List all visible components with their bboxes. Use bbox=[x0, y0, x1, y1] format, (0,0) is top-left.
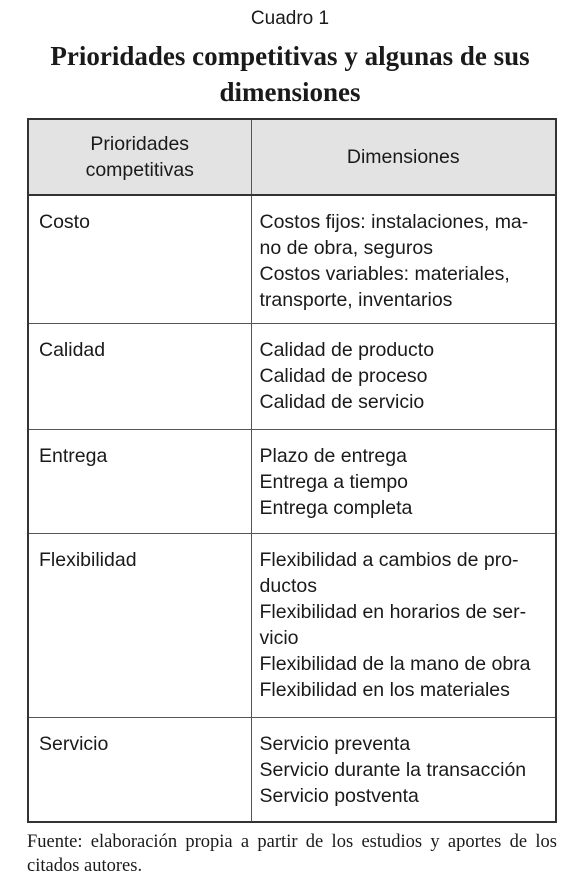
dimension-item: Entrega completa bbox=[259, 497, 413, 519]
source-note: Fuente: elaboración propia a partir de los estudios y aportes de los citados autores. bbox=[27, 832, 557, 876]
table-row bbox=[28, 430, 556, 534]
dimensions-cell bbox=[251, 718, 556, 823]
priority-cell: Calidad bbox=[28, 324, 251, 430]
dimension-item: Flexibilidad en horarios de ser- vicio bbox=[259, 601, 527, 649]
dimension-item: Plazo de entrega bbox=[259, 445, 407, 467]
column-header-priorities: Prioridades competitivas bbox=[28, 119, 251, 195]
dimension-item: Calidad de servicio bbox=[259, 391, 425, 413]
dimension-item: Servicio durante la transacción bbox=[259, 759, 527, 781]
dimension-item: Calidad de producto bbox=[259, 339, 435, 361]
dimension-item: Servicio postventa bbox=[259, 785, 419, 807]
dimensions-cell bbox=[251, 195, 556, 324]
dimensions-cell bbox=[251, 324, 556, 430]
dimension-item: Costos fijos: instalaciones, ma- no de obra, seguros bbox=[259, 211, 529, 259]
dimension-item: Flexibilidad en los materiales bbox=[259, 679, 510, 701]
table-title: Prioridades competitivas y algunas de sus dimensiones bbox=[50, 41, 530, 107]
competitive-priorities-table bbox=[27, 118, 557, 823]
table-row bbox=[28, 718, 556, 823]
priority-cell: Servicio bbox=[28, 718, 251, 823]
table-row bbox=[28, 195, 556, 324]
dimension-item: Calidad de proceso bbox=[259, 365, 428, 387]
column-header-dimensions: Dimensiones bbox=[251, 119, 556, 195]
table-row bbox=[28, 534, 556, 718]
table-row bbox=[28, 324, 556, 430]
dimension-item: Servicio preventa bbox=[259, 733, 411, 755]
dimension-item: Entrega a tiempo bbox=[259, 471, 409, 493]
table-header-row bbox=[28, 119, 556, 195]
priority-cell: Entrega bbox=[28, 430, 251, 534]
dimension-item: Flexibilidad de la mano de obra bbox=[259, 653, 531, 675]
table-caption-label: Cuadro 1 bbox=[250, 8, 330, 29]
priority-cell: Costo bbox=[28, 195, 251, 324]
dimensions-cell bbox=[251, 534, 556, 718]
priority-cell: Flexibilidad bbox=[28, 534, 251, 718]
dimensions-cell bbox=[251, 430, 556, 534]
dimension-item: Costos variables: materiales, transporte, inventarios bbox=[259, 263, 510, 311]
dimension-item: Flexibilidad a cambios de pro- ductos bbox=[259, 549, 519, 597]
